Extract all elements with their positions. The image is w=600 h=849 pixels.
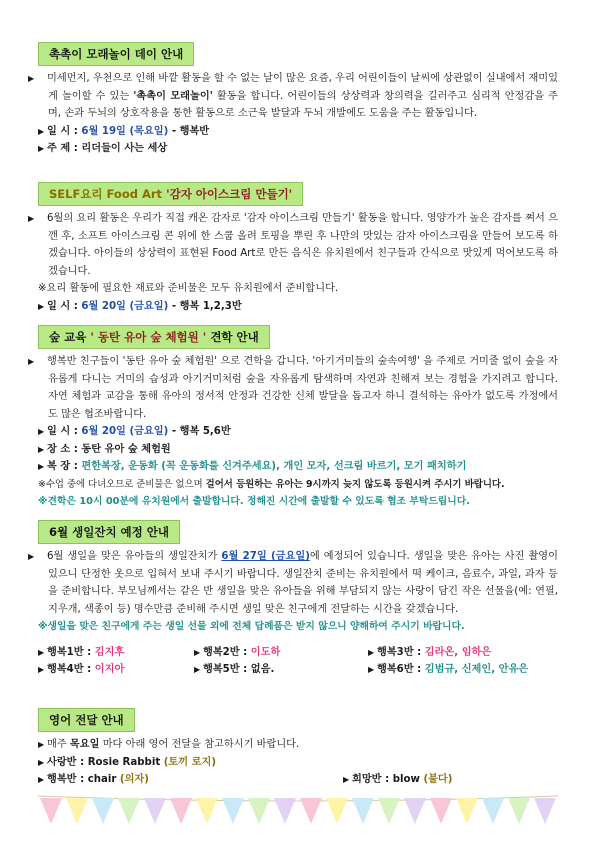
birthday-class-item: ▶ 행복3반 : 김라온, 임하은 xyxy=(368,644,524,662)
bullet-triangle-icon: ▶ xyxy=(38,301,45,311)
bunting-flag xyxy=(92,798,114,824)
birthday-class-item: ▶ 행복6반 : 김범규, 신제인, 안유은 xyxy=(368,661,524,679)
birthday-class-item: ▶ 행복5반 : 없음. xyxy=(194,661,368,679)
bullet-triangle-icon: ▶ xyxy=(28,74,35,83)
english-description: ▶ 매주 목요일 마다 아래 영어 전달을 참고하시기 바랍니다. xyxy=(38,736,558,754)
section-body-food-art xyxy=(28,210,558,315)
bunting-decoration xyxy=(38,792,558,828)
bunting-flag xyxy=(196,798,218,824)
bunting-flag xyxy=(404,798,426,824)
bunting-flag xyxy=(170,798,192,824)
forest-trip-place: ▶ 장 소 : 동탄 유아 숲 체험원 xyxy=(38,441,558,459)
forest-trip-note-departure: ※견학은 10시 00분에 유치원에서 출발합니다. 정해진 시간에 출발할 수 있도록 협조 부탁드립니다. xyxy=(38,496,470,507)
birthday-note: ※생일을 맞은 친구에게 주는 생일 선물 외에 전체 답례품은 받지 않으니 양해하여 주시기 바랍니다. xyxy=(38,621,465,632)
sand-play-theme: ▶ 주 제 : 리더들이 사는 세상 xyxy=(38,140,558,158)
forest-trip-clothing: ▶ 복 장 : 편한복장, 운동화 (꼭 운동화를 신겨주세요), 개인 모자, 선크림 바르기, 모기 패치하기 xyxy=(38,458,558,476)
section-body-birthday xyxy=(28,548,558,679)
bunting-flag xyxy=(274,798,296,824)
bunting-flag xyxy=(456,798,478,824)
english-row-hope: ▶ 희망반 : blow (불다) xyxy=(343,771,452,789)
bullet-triangle-icon: ▶ xyxy=(368,647,375,657)
sand-play-date: ▶ 일 시 : 6월 19일 (목요일) - 행복반 xyxy=(38,123,558,141)
food-art-description: ▶ 6월의 요리 활동은 우리가 직접 캐온 감자로 '감자 아이스크림 만들기' 활동을 합니다. 영양가가 높은 감자를 쪄서 으깬 후, 소프트 아이스크림 콘 위에 한 스쿱 올려 토핑을 뿌린 후 나만의 맛있는 감자 아이스크림을 만들어 보도록 하겠습니다. 아이들의 상상력이 표현된 Food Art로 만든 음식은 유치원에서 친구들과 간식으로 맛있게 먹어보도록 하겠습니다. xyxy=(38,210,558,280)
forest-trip-date: ▶ 일 시 : 6월 20일 (금요일) - 행복 5,6반 xyxy=(38,423,558,441)
bunting-flag xyxy=(144,798,166,824)
forest-trip-description: ▶ 행복반 친구들이 '동탄 유아 숲 체험원' 으로 견학을 갑니다. '아기거미들의 숲속여행' 을 주제로 거미줄 없이 숲을 자유롭게 다니는 거미의 습성과 아기거미처럼 숲을 자유롭게 탐색하며 자연과 친해져 보는 경험을 가지려고 합니다. 자연 체험과 교감을 통해 유아의 정서적 안정과 건강한 신체 발달을 돕고자 하니 결석하는 유아가 없도록 가정에서도 많은 협조바랍니다. xyxy=(38,353,558,423)
forest-trip-note-arrival: ※수업 중에 다녀오므로 준비물은 없으며 걸어서 등원하는 유아는 9시까지 늦지 않도록 등원시켜 주시기 바랍니다. xyxy=(38,478,505,490)
birthday-class-item: ▶ 행복1반 : 김지후 xyxy=(38,644,194,662)
bullet-triangle-icon: ▶ xyxy=(38,462,45,471)
bullet-triangle-icon: ▶ xyxy=(38,740,45,749)
bunting-flag xyxy=(118,798,140,824)
bunting-flag xyxy=(352,798,374,824)
bullet-triangle-icon: ▶ xyxy=(368,665,375,674)
bullet-triangle-icon: ▶ xyxy=(38,665,45,674)
bullet-triangle-icon: ▶ xyxy=(38,444,45,454)
bunting-flag xyxy=(534,798,556,824)
bullet-triangle-icon: ▶ xyxy=(194,647,201,657)
bunting-flag xyxy=(508,798,530,824)
section-title-food-art: SELF요리 Food Art '감자 아이스크림 만들기' xyxy=(38,182,303,206)
bunting-flag xyxy=(430,798,452,824)
bullet-triangle-icon: ▶ xyxy=(38,126,45,136)
bunting-flag xyxy=(482,798,504,824)
food-art-note: ※요리 활동에 필요한 재료와 준비물은 모두 유치원에서 준비합니다. xyxy=(38,283,339,294)
bunting-flag xyxy=(248,798,270,824)
bullet-triangle-icon: ▶ xyxy=(38,775,45,784)
section-body-english xyxy=(38,736,558,789)
section-body-forest-trip xyxy=(28,353,558,511)
birthday-class-item: ▶ 행복4반 : 이지아 xyxy=(38,661,194,679)
bullet-triangle-icon: ▶ xyxy=(38,144,45,153)
bunting-flag xyxy=(40,798,62,824)
birthday-description: ▶ 6월 생일을 맞은 유아들의 생일잔치가 6월 27일 (금요일)에 예정되어 있습니다. 생일을 맞은 유아는 사진 촬영이 있으니 단정한 옷으로 입혀서 보내 주시기 바랍니다. 생일잔치 준비는 유치원에서 떡 케이크, 음료수, 과일, 과자 등을 준비합니다. 부모님께서는 같은 반 생일을 맞은 유아들을 위해 부담되지 않는 사랑이 담긴 작은 선물을(예: 연필, 지우개, 색종이 등) 명수만큼 준비해 주시면 생일 맞은 친구에게 전달하는 시간을 갖겠습니다. xyxy=(38,548,558,618)
section-title-sand-play: 촉촉이 모래놀이 데이 안내 xyxy=(38,42,194,66)
birthday-class-item: ▶ 행복2반 : 이도하 xyxy=(194,644,368,662)
food-art-date: ▶ 일 시 : 6월 20일 (금요일) - 행복 1,2,3반 xyxy=(38,298,558,316)
bunting-string xyxy=(38,796,558,801)
bullet-triangle-icon: ▶ xyxy=(28,214,35,223)
english-row-sarang: ▶ 사랑반 : Rosie Rabbit (토끼 로지) xyxy=(38,754,558,772)
section-title-forest-trip: 숲 교육 ' 동탄 유아 숲 체험원 ' 견학 안내 xyxy=(38,325,270,349)
bullet-triangle-icon: ▶ xyxy=(28,357,35,366)
section-title-birthday: 6월 생일잔치 예정 안내 xyxy=(38,520,180,544)
english-row-happy-hope: ▶ 행복반 : chair (의자) ▶ 희망반 : blow (불다) xyxy=(38,771,558,789)
sand-play-description: ▶ 미세먼지, 우천으로 인해 바깥 활동을 할 수 없는 날이 많은 요즘, 우리 어린이들이 날씨에 상관없이 실내에서 재미있게 놀이할 수 있는 '촉촉이 모래놀이' 활동을 합니다. 어린이들의 상상력과 창의력을 길러주고 심리적 안정감을 주며, 손과 두뇌의 상호작용을 통한 활동으로 소근육 발달과 두뇌 개발에도 도움을 주는 활동입니다. xyxy=(38,70,558,123)
birthday-class-row-1 xyxy=(38,644,558,662)
bullet-triangle-icon: ▶ xyxy=(343,775,350,784)
bunting-flag xyxy=(222,798,244,824)
bullet-triangle-icon: ▶ xyxy=(28,552,35,561)
birthday-class-row-2 xyxy=(38,661,558,679)
bullet-triangle-icon: ▶ xyxy=(38,647,45,657)
bunting-flag xyxy=(326,798,348,824)
bunting-flag xyxy=(378,798,400,824)
bullet-triangle-icon: ▶ xyxy=(194,665,201,674)
bullet-triangle-icon: ▶ xyxy=(38,427,45,436)
bunting-flag xyxy=(300,798,322,824)
section-title-english: 영어 전달 안내 xyxy=(38,708,135,732)
bullet-triangle-icon: ▶ xyxy=(38,757,45,767)
section-body-sand-play xyxy=(28,70,558,158)
bunting-flag xyxy=(66,798,88,824)
